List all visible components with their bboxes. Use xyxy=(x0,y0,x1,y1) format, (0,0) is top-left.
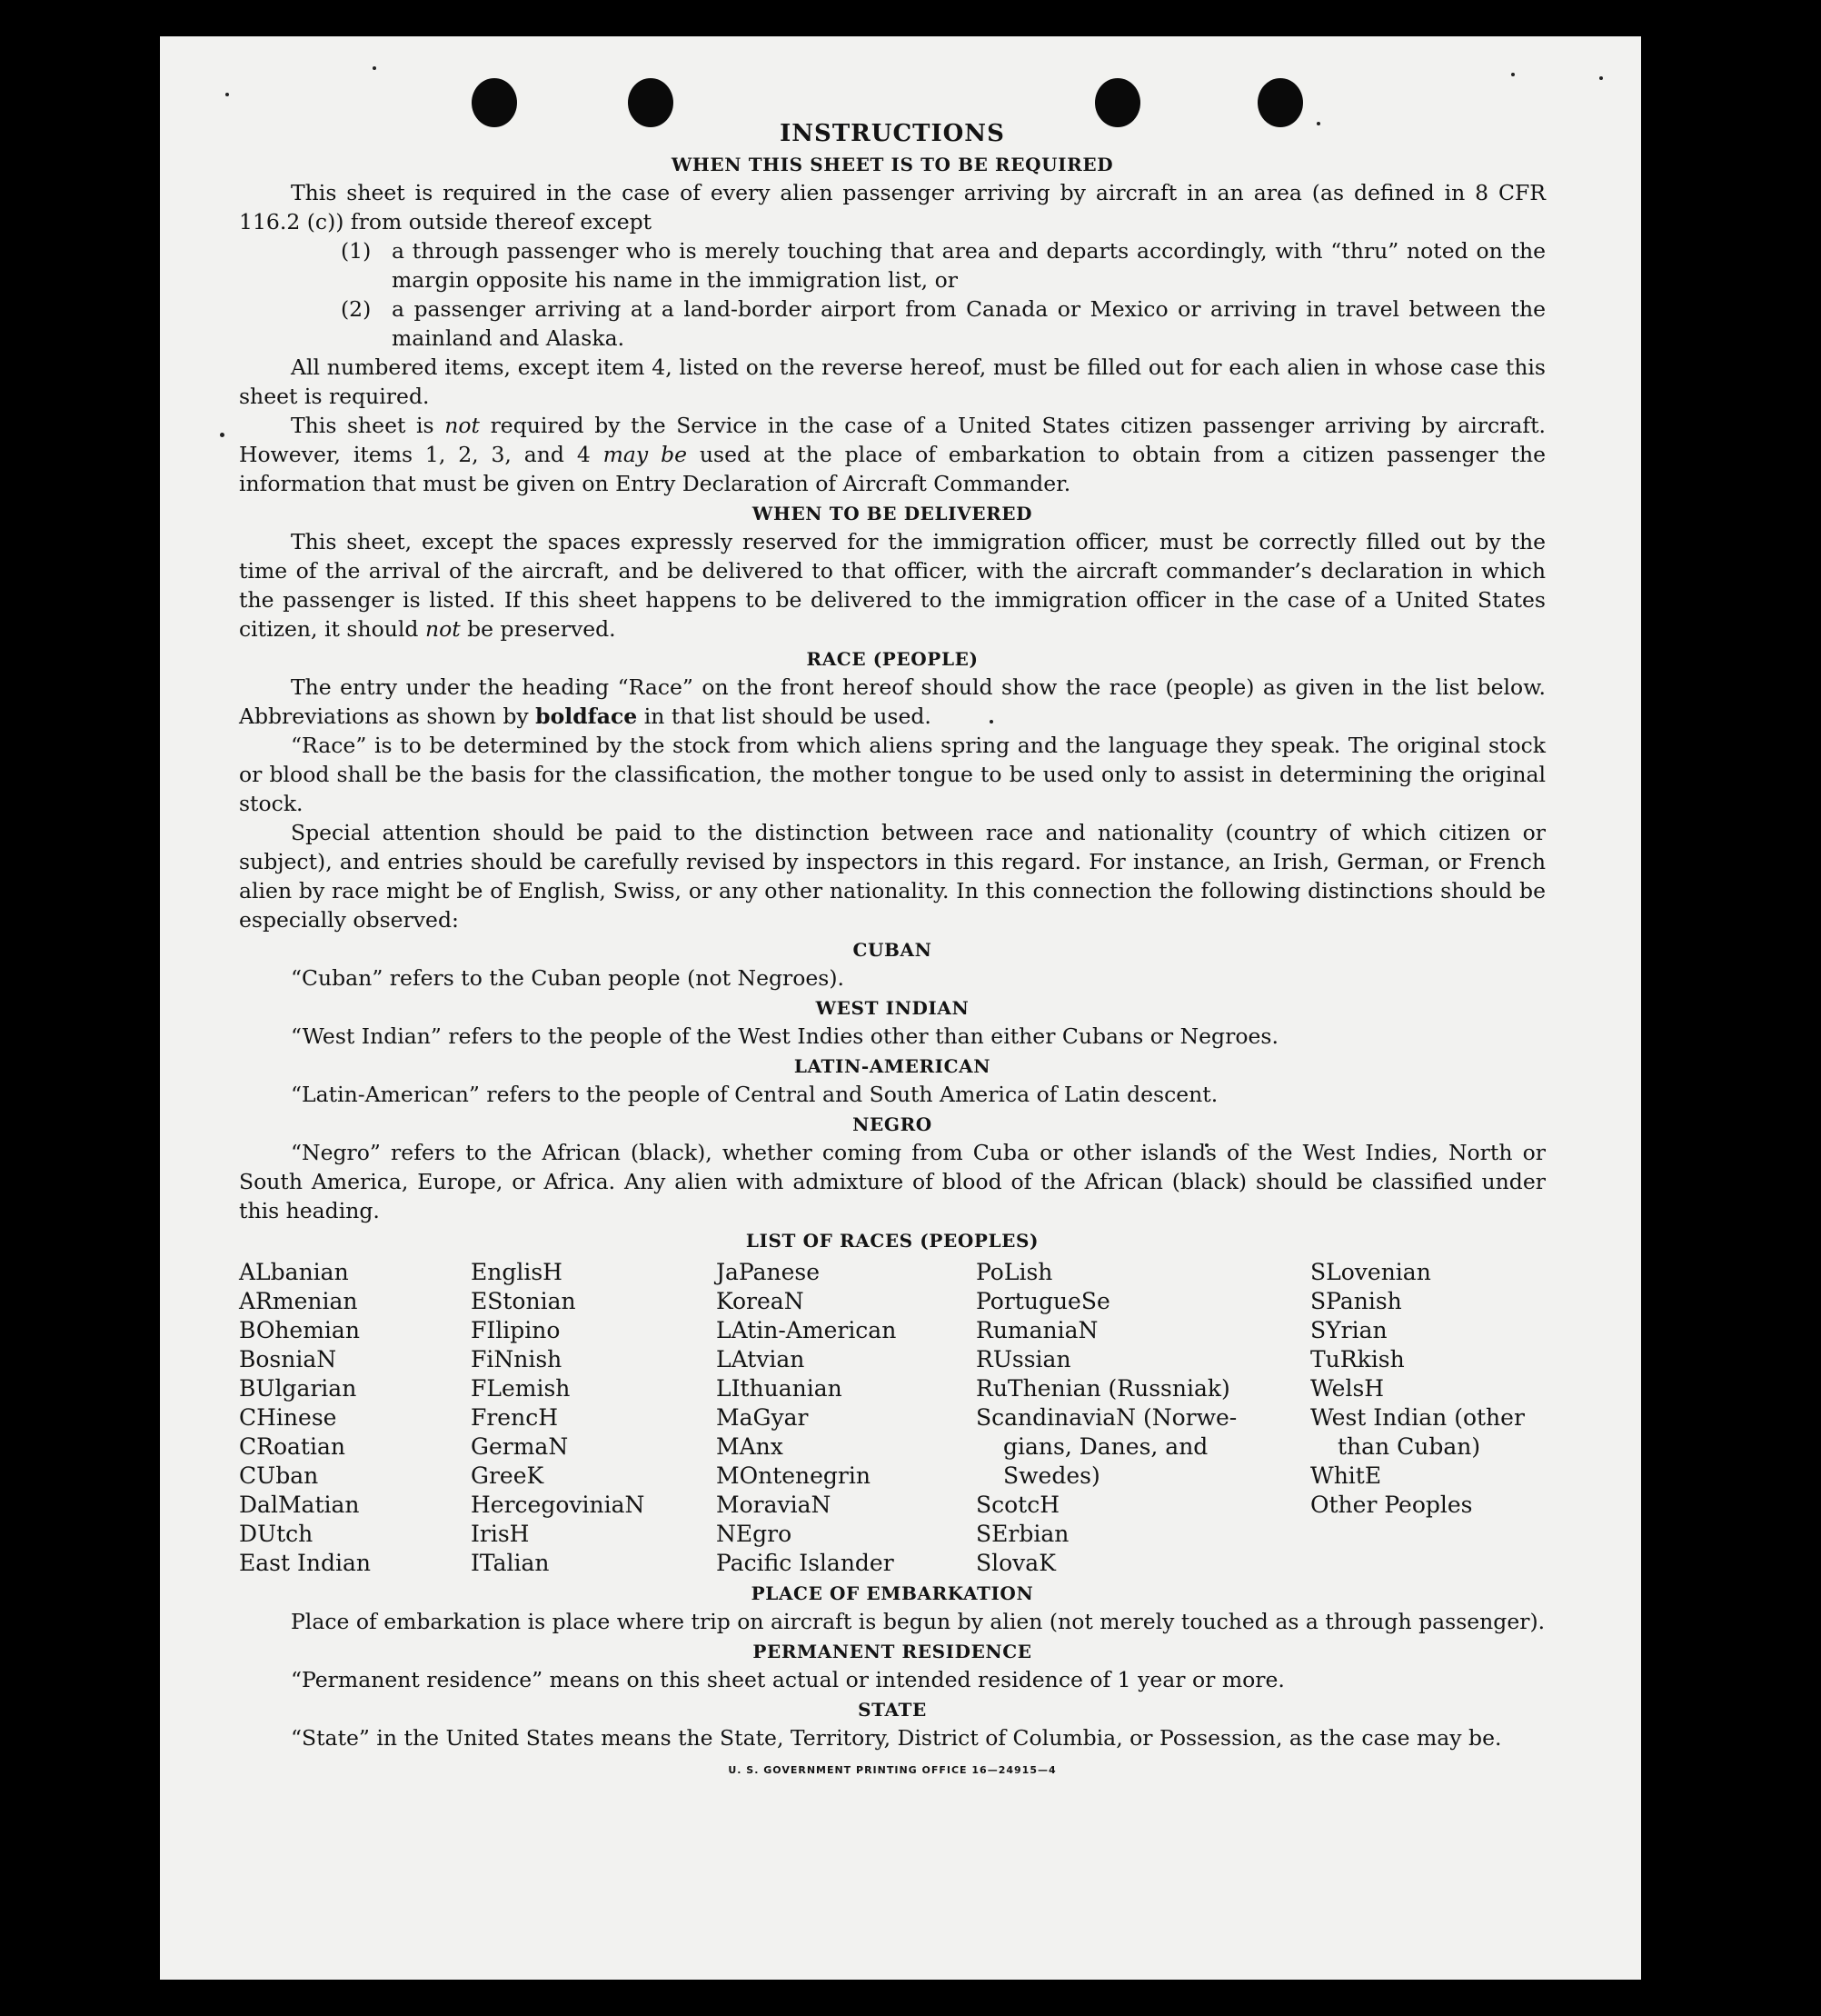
speck xyxy=(373,66,376,70)
race-item: MoraviaN xyxy=(716,1492,831,1518)
section-heading: LATIN-AMERICAN xyxy=(793,1055,991,1077)
race-item: ScotcH xyxy=(976,1492,1060,1518)
race-item: ALbanian xyxy=(239,1259,349,1285)
race-item: SLovenian xyxy=(1310,1259,1431,1285)
section-heading: PLACE OF EMBARKATION xyxy=(751,1582,1034,1604)
race-item: MAnx xyxy=(716,1433,783,1460)
race-column xyxy=(471,1258,716,1578)
race-item: RumaniaN xyxy=(976,1317,1099,1343)
race-item: LIthuanian xyxy=(716,1375,842,1402)
exception-item xyxy=(239,236,1546,294)
race-item: FIlipino xyxy=(471,1317,561,1343)
paragraph: “Negro” refers to the African (black), whether coming from Cuba or other islands of the West Indies, North or South America, Europe, or Africa. Any alien with admixture of blood of the African (black) should be classified under this heading. xyxy=(239,1140,1546,1223)
race-item: CUban xyxy=(239,1462,319,1489)
text-run: used at the place of embarkation to obtain from a citizen passenger the information that must be given on Entry Declaration of Aircraft Commander. xyxy=(239,442,1547,496)
item-text: a through passenger who is merely touching that area and departs accordingly, with “thru” noted on the margin opposite his name in the immigration list, or xyxy=(392,238,1546,293)
race-item: MaGyar xyxy=(716,1404,809,1431)
race-item: ITalian xyxy=(471,1550,550,1576)
paragraph: “Permanent residence” means on this sheet actual or intended residence of 1 year or more. xyxy=(291,1667,1285,1692)
paragraph: “Race” is to be determined by the stock from which aliens spring and the language they speak. The original stock or blood shall be the basis for the classification, the mother tongue to be used only to assist in determining the original stock. xyxy=(239,733,1546,816)
race-item: TuRkish xyxy=(1310,1346,1405,1372)
race-item: Pacific Islander xyxy=(716,1550,894,1576)
race-item: NEgro xyxy=(716,1521,792,1547)
race-item: WelsH xyxy=(1310,1375,1385,1402)
race-item: SPanish xyxy=(1310,1288,1402,1314)
document-title: INSTRUCTIONS xyxy=(780,120,1005,147)
section-heading: PERMANENT RESIDENCE xyxy=(752,1641,1032,1662)
paragraph: Special attention should be paid to the distinction between race and nationality (country of which citizen or subject), and entries should be carefully revised by inspectors in this regard. For instance, an Irish, German, or French alien by race might be of English, Swiss, or any other nationality. In this connection the following distinctions should be especially observed: xyxy=(239,820,1546,933)
paragraph xyxy=(239,673,1546,731)
race-item: CRoatian xyxy=(239,1433,345,1460)
race-item: BOhemian xyxy=(239,1317,360,1343)
race-item-continued: gians, Danes, and xyxy=(1003,1433,1209,1460)
race-item: FLemish xyxy=(471,1375,571,1402)
race-item: KoreaN xyxy=(716,1288,804,1314)
race-item: LAtin-American xyxy=(716,1317,897,1343)
text-run: required by the Service in the case of a United States citizen passenger arriving by aircraft. However, items 1, 2, 3, and 4 xyxy=(239,413,1546,467)
section-heading: CUBAN xyxy=(852,939,932,961)
race-item: West Indian (other xyxy=(1310,1404,1525,1431)
race-item: DalMatian xyxy=(239,1492,360,1518)
race-item: FiNnish xyxy=(471,1346,562,1372)
race-item: HercegoviniaN xyxy=(471,1492,645,1518)
race-item: WhitE xyxy=(1310,1462,1382,1489)
race-item: SYrian xyxy=(1310,1317,1388,1343)
race-item: IrisH xyxy=(471,1521,530,1547)
race-item: ARmenian xyxy=(239,1288,358,1314)
race-item: JaPanese xyxy=(716,1259,821,1285)
paragraph: “West Indian” refers to the people of the West Indies other than either Cubans or Negroes. xyxy=(291,1023,1279,1049)
text-run: be preserved. xyxy=(460,616,616,642)
race-item: GermaN xyxy=(471,1433,569,1460)
race-item: GreeK xyxy=(471,1462,544,1489)
race-item: SlovaK xyxy=(976,1550,1056,1576)
race-item: SErbian xyxy=(976,1521,1070,1547)
race-item: PoLish xyxy=(976,1259,1053,1285)
section-heading: NEGRO xyxy=(852,1113,932,1135)
race-item-continued: than Cuban) xyxy=(1338,1433,1481,1460)
race-item: EStonian xyxy=(471,1288,576,1314)
speck xyxy=(225,93,229,96)
race-list xyxy=(239,1258,1546,1578)
emphasis: may be xyxy=(602,442,688,467)
section-heading: WHEN TO BE DELIVERED xyxy=(751,503,1033,524)
race-item: DUtch xyxy=(239,1521,313,1547)
race-item: ScandinaviaN (Norwe- xyxy=(976,1404,1238,1431)
text-run: This sheet, except the spaces expressly reserved for the immigration officer, must be correctly filled out by the time of the arrival of the aircraft, and be delivered to that officer, with the aircraft commander’s declaration in which the passenger is listed. If this sheet happens to be delivered to the immigration officer in the case of a United States citizen, it should xyxy=(239,529,1546,642)
text-run: The entry under the heading “Race” on the front hereof should show the race (people) as given in the list below. Abbreviations as shown by xyxy=(239,674,1546,729)
paragraph: All numbered items, except item 4, listed on the reverse hereof, must be filled out for each alien in whose case this sheet is required. xyxy=(239,354,1546,409)
section-heading: LIST OF RACES (PEOPLES) xyxy=(745,1230,1040,1252)
paragraph: “Latin-American” refers to the people of Central and South America of Latin descent. xyxy=(291,1082,1219,1107)
race-column xyxy=(716,1258,976,1578)
race-item: RuThenian (Russniak) xyxy=(976,1375,1230,1402)
item-number: (2) xyxy=(341,296,372,322)
paragraph xyxy=(239,411,1546,498)
bold-text: boldface xyxy=(535,704,638,729)
race-item: FrencH xyxy=(471,1404,558,1431)
race-item: MOntenegrin xyxy=(716,1462,871,1489)
instructions-body xyxy=(239,118,1546,1785)
race-item: East Indian xyxy=(239,1550,371,1576)
paragraph: “State” in the United States means the State, Territory, District of Columbia, or Possession, as the case may be. xyxy=(291,1725,1502,1751)
document-page xyxy=(160,36,1641,1980)
race-item: LAtvian xyxy=(716,1346,805,1372)
race-column xyxy=(1310,1258,1546,1578)
race-item: PortugueSe xyxy=(976,1288,1110,1314)
text-run: in that list should be used. xyxy=(637,704,931,729)
paragraph: Place of embarkation is place where trip on aircraft is begun by alien (not merely touched as a through passenger). xyxy=(291,1609,1546,1634)
speck xyxy=(1511,73,1515,76)
section-heading: WEST INDIAN xyxy=(815,997,970,1019)
item-text: a passenger arriving at a land-border airport from Canada or Mexico or arriving in travel between the mainland and Alaska. xyxy=(392,296,1546,351)
speck xyxy=(220,433,224,437)
race-item: RUssian xyxy=(976,1346,1071,1372)
race-item-continued: Swedes) xyxy=(1003,1462,1100,1489)
section-heading: RACE (PEOPLE) xyxy=(806,648,979,670)
emphasis: not xyxy=(444,413,480,438)
paragraph xyxy=(239,527,1546,644)
race-column xyxy=(239,1258,471,1578)
section-heading: STATE xyxy=(858,1699,927,1721)
speck xyxy=(1599,76,1603,80)
paragraph: “Cuban” refers to the Cuban people (not Negroes). xyxy=(291,965,845,991)
race-column xyxy=(976,1258,1310,1578)
emphasis: not xyxy=(424,616,461,642)
item-number: (1) xyxy=(341,238,372,264)
race-item: CHinese xyxy=(239,1404,337,1431)
race-item: BUlgarian xyxy=(239,1375,357,1402)
printer-imprint: U. S. GOVERNMENT PRINTING OFFICE 16—24915—4 xyxy=(728,1764,1057,1776)
exception-item xyxy=(239,294,1546,353)
section-heading: WHEN THIS SHEET IS TO BE REQUIRED xyxy=(671,154,1114,175)
race-item: EnglisH xyxy=(471,1259,562,1285)
race-item: BosniaN xyxy=(239,1346,337,1372)
text-run: This sheet is xyxy=(291,413,445,438)
race-item: Other Peoples xyxy=(1310,1492,1473,1518)
paragraph: This sheet is required in the case of every alien passenger arriving by aircraft in an area (as defined in 8 CFR 116.2 (c)) from outside thereof except xyxy=(239,180,1546,235)
